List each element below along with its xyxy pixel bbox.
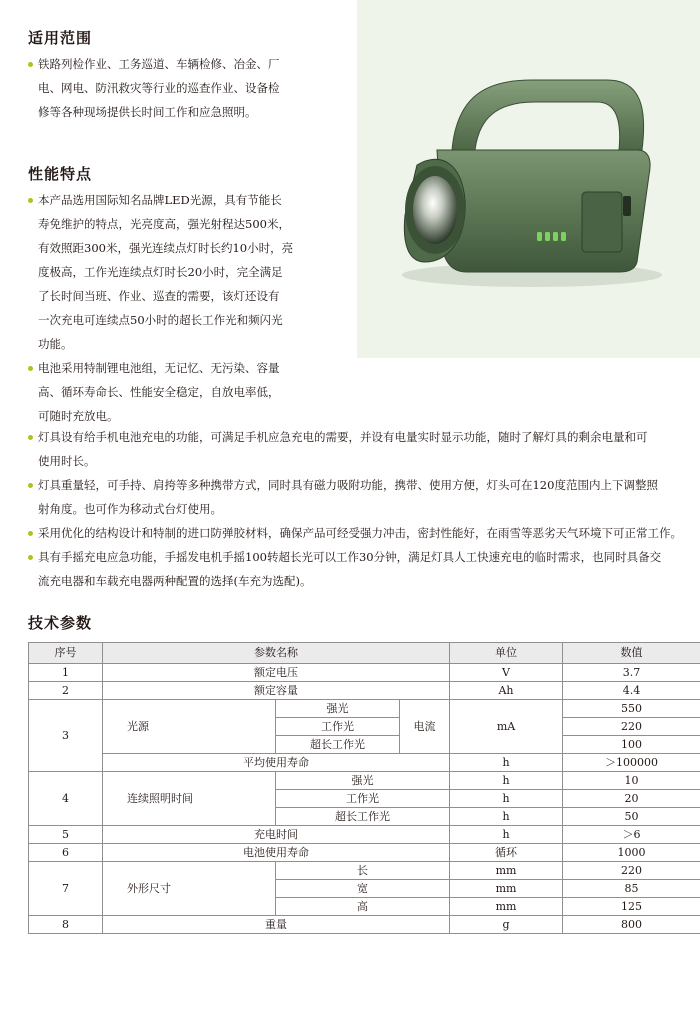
- feature-item-3: [38, 425, 700, 473]
- cell-value: 20: [563, 790, 700, 808]
- text-line: 电池采用特制锂电池组，无记忆、无污染、容量: [38, 361, 280, 375]
- cell-unit: mm: [450, 898, 563, 916]
- text-line: 度极高，工作光连续点灯时长20小时，完全满足: [38, 265, 283, 279]
- bullet-icon: [28, 531, 33, 536]
- cell-value: 4.4: [563, 682, 700, 700]
- cell-value: 50: [563, 808, 700, 826]
- cell-sub: 工作光: [276, 718, 400, 736]
- cell-unit: mm: [450, 880, 563, 898]
- cell-unit: g: [450, 916, 563, 934]
- text-line: 使用时长。: [38, 454, 96, 468]
- cell-unit: V: [450, 664, 563, 682]
- cell-value: 220: [563, 718, 700, 736]
- col-header-no: 序号: [29, 643, 103, 664]
- text-line: 寿免维护的特点，光亮度高，强光射程达500米，: [38, 217, 290, 231]
- specs-heading: 技术参数: [28, 614, 93, 632]
- text-line: 流充电器和车载充电器两种配置的选择(车充为选配)。: [38, 574, 312, 588]
- cell-value: 3.7: [563, 664, 700, 682]
- product-photo: [357, 0, 700, 358]
- cell-sub: 高: [276, 898, 450, 916]
- cell-unit: h: [450, 772, 563, 790]
- cell-name: 充电时间: [103, 826, 450, 844]
- table-row: [29, 862, 700, 880]
- text-line: 功能。: [38, 337, 73, 351]
- cell-no: 4: [29, 772, 103, 826]
- table-header-row: [29, 643, 700, 664]
- cell-sub: 强光: [276, 700, 400, 718]
- cell-no: 1: [29, 664, 103, 682]
- cell-group: 外形尺寸: [103, 862, 276, 916]
- text-line: 灯具重量轻，可手持、肩挎等多种携带方式，同时具有磁力吸附功能，携带、使用方便，灯头可在120度范围内上下调整照: [38, 478, 658, 492]
- col-header-value: 数值: [563, 643, 700, 664]
- cell-unit: h: [450, 808, 563, 826]
- table-row: [29, 700, 700, 718]
- bullet-icon: [28, 62, 33, 67]
- bullet-icon: [28, 555, 33, 560]
- cell-unit: Ah: [450, 682, 563, 700]
- cell-name: 平均使用寿命: [103, 754, 450, 772]
- cell-no: 8: [29, 916, 103, 934]
- cell-no: 5: [29, 826, 103, 844]
- table-row: [29, 844, 700, 862]
- text-line: 铁路列检作业、工务巡道、车辆检修、冶金、厂: [38, 57, 280, 71]
- col-header-name: 参数名称: [103, 643, 450, 664]
- table-row: [29, 682, 700, 700]
- table-row: [29, 826, 700, 844]
- cell-sub: 长: [276, 862, 450, 880]
- cell-name: 额定电压: [103, 664, 450, 682]
- col-header-unit: 单位: [450, 643, 563, 664]
- feature-item-4: [38, 473, 700, 521]
- cell-value: 800: [563, 916, 700, 934]
- cell-sub: 超长工作光: [276, 808, 450, 826]
- cell-value: 550: [563, 700, 700, 718]
- table-row: [29, 664, 700, 682]
- text-line: 射角度。也可作为移动式台灯使用。: [38, 502, 222, 516]
- cell-value: 85: [563, 880, 700, 898]
- cell-value: ＞100000: [563, 754, 700, 772]
- table-row: [29, 772, 700, 790]
- scope-paragraph: [38, 52, 358, 124]
- spec-table: [28, 642, 700, 934]
- text-line: 高、循环寿命长、性能安全稳定，自放电率低，: [38, 385, 280, 399]
- cell-value: 220: [563, 862, 700, 880]
- text-line: 具有手摇充电应急功能，手摇发电机手摇100转超长光可以工作30分钟，满足灯具人工快速充电的临时需求，也同时具备交: [38, 550, 662, 564]
- cell-group: 光源: [103, 700, 276, 754]
- scope-heading: 适用范围: [28, 29, 93, 47]
- cell-group: 连续照明时间: [103, 772, 276, 826]
- cell-name: 电池使用寿命: [103, 844, 450, 862]
- text-line: 一次充电可连续点50小时的超长工作光和频闪光: [38, 313, 283, 327]
- cell-unit: mA: [450, 700, 563, 754]
- cell-unit: 循环: [450, 844, 563, 862]
- bullet-icon: [28, 435, 33, 440]
- text-line: 了长时间当班、作业、巡查的需要，该灯还设有: [38, 289, 280, 303]
- cell-no: 2: [29, 682, 103, 700]
- cell-value: 1000: [563, 844, 700, 862]
- text-line: 修等各种现场提供长时间工作和应急照明。: [38, 105, 257, 119]
- cell-value: 125: [563, 898, 700, 916]
- cell-unit: h: [450, 826, 563, 844]
- cell-no: 3: [29, 700, 103, 772]
- text-line: 采用优化的结构设计和特制的进口防弹胶材料，确保产品可经受强力冲击，密封性能好，在雨雪等恶劣天气环境下可正常工作。: [38, 526, 682, 540]
- cell-mid: 电流: [400, 700, 450, 754]
- table-row: [29, 754, 700, 772]
- searchlight-illustration: [357, 0, 700, 358]
- feature-item-1: [38, 188, 358, 356]
- cell-sub: 超长工作光: [276, 736, 400, 754]
- text-line: 有效照距300米，强光连续点灯时长约10小时，亮: [38, 241, 294, 255]
- cell-value: ＞6: [563, 826, 700, 844]
- cell-name: 重量: [103, 916, 450, 934]
- cell-value: 10: [563, 772, 700, 790]
- text-line: 电、网电、防汛救灾等行业的巡查作业、设备检: [38, 81, 280, 95]
- features-heading: 性能特点: [28, 165, 93, 183]
- bullet-icon: [28, 198, 33, 203]
- cell-no: 6: [29, 844, 103, 862]
- table-row: [29, 916, 700, 934]
- bullet-icon: [28, 366, 33, 371]
- cell-sub: 工作光: [276, 790, 450, 808]
- feature-item-2: [38, 356, 358, 428]
- cell-unit: h: [450, 790, 563, 808]
- feature-item-5: [38, 521, 700, 545]
- cell-no: 7: [29, 862, 103, 916]
- text-line: 可随时充放电。: [38, 409, 119, 423]
- cell-sub: 强光: [276, 772, 450, 790]
- cell-sub: 宽: [276, 880, 450, 898]
- bullet-icon: [28, 483, 33, 488]
- cell-value: 100: [563, 736, 700, 754]
- text-line: 本产品选用国际知名品牌LED光源，具有节能长: [38, 193, 282, 207]
- cell-name: 额定容量: [103, 682, 450, 700]
- cell-unit: mm: [450, 862, 563, 880]
- feature-item-6: [38, 545, 700, 593]
- text-line: 灯具设有给手机电池充电的功能，可满足手机应急充电的需要，并设有电量实时显示功能，随时了解灯具的剩余电量和可: [38, 430, 648, 444]
- cell-unit: h: [450, 754, 563, 772]
